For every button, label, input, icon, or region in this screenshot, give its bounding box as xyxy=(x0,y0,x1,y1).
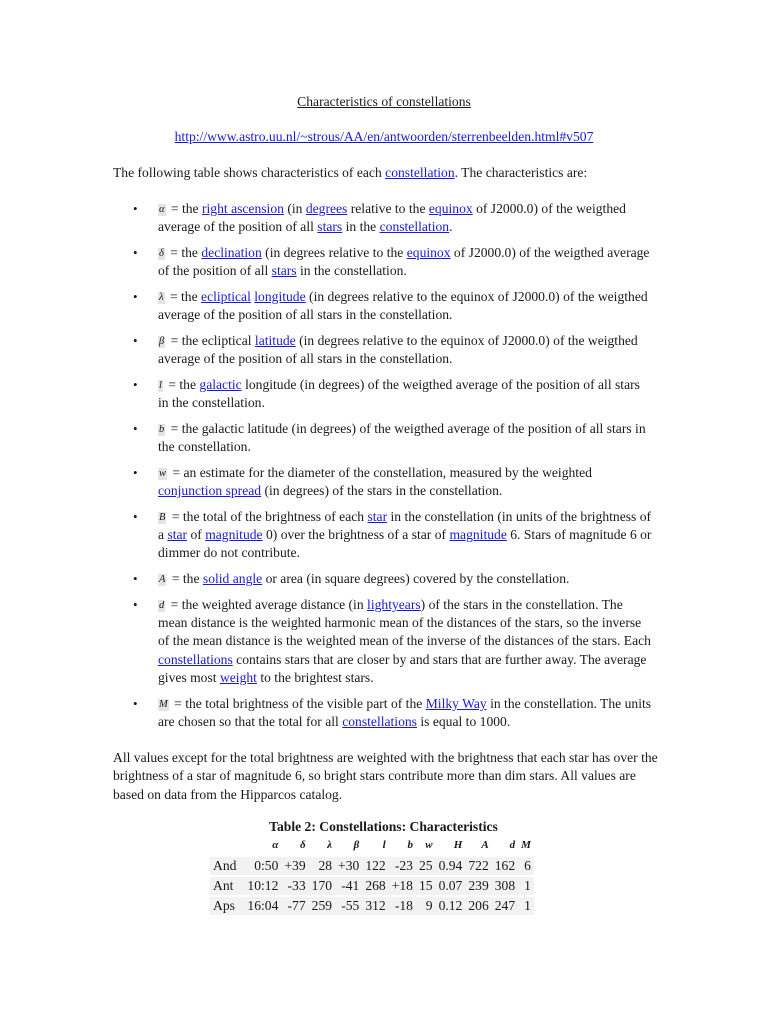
item-text: in the constellation. xyxy=(296,263,407,279)
list-item xyxy=(113,464,653,501)
column-header: δ xyxy=(300,839,306,851)
table-header-row xyxy=(210,837,534,856)
inline-link[interactable]: solid angle xyxy=(202,571,263,587)
item-text: relative to the xyxy=(347,201,429,216)
symbol-glyph: α xyxy=(159,204,165,215)
symbol-glyph: λ xyxy=(159,291,164,303)
table-row xyxy=(210,896,534,915)
item-text: longitude (in degrees) of the weigthed average of the position of all stars in the constellation. xyxy=(158,376,640,411)
item-text: is equal to 1000. xyxy=(416,714,511,730)
item-text: = the weighted average distance (in xyxy=(167,596,368,612)
inline-link[interactable]: right ascension xyxy=(202,201,284,216)
symbol-glyph: d xyxy=(159,599,165,611)
characteristics-list xyxy=(113,200,653,739)
table-cell: 0:50 xyxy=(244,856,281,876)
table-cell: And xyxy=(210,856,244,876)
item-text: of J2000.0) of the weigthed average of the position of all xyxy=(158,201,626,235)
intro-text xyxy=(113,165,673,181)
table-cell: 10:12 xyxy=(244,876,281,896)
inline-link[interactable]: degrees xyxy=(305,201,348,216)
item-text: = the xyxy=(164,376,200,392)
intro-after: . The characteristics are: xyxy=(454,165,588,180)
table-cell: Ant xyxy=(210,876,244,896)
table-cell: +39 xyxy=(281,856,308,876)
item-text: = the total of the brightness of each xyxy=(168,508,368,524)
symbol-glyph: l xyxy=(159,379,162,391)
table-cell: 259 xyxy=(309,896,335,915)
item-text: of J2000.0) of the weigthed average of the position of all xyxy=(158,244,650,279)
table-cell: +18 xyxy=(389,876,416,896)
item-text: of xyxy=(187,527,206,543)
item-text: = the xyxy=(166,244,202,260)
item-text: = the xyxy=(168,571,203,587)
item-text: = an estimate for the diameter of the constellation, measured by the weighted xyxy=(169,464,592,480)
inline-link[interactable]: ecliptical xyxy=(201,288,251,304)
list-item xyxy=(113,200,653,237)
item-text: in the constellation. The units are chosen so that the total for all xyxy=(158,695,652,730)
inline-link[interactable]: constellations xyxy=(342,714,417,730)
table-cell: 15 xyxy=(416,876,436,896)
list-item xyxy=(113,508,653,563)
table-cell: -77 xyxy=(281,896,308,915)
table-cell: 0.12 xyxy=(436,896,466,915)
inline-link[interactable]: stars xyxy=(271,263,297,279)
table-caption: Table 2: Constellations: Characteristics xyxy=(269,819,498,834)
source-url[interactable] xyxy=(0,129,768,145)
table-cell: 25 xyxy=(416,856,436,876)
inline-link[interactable]: equinox xyxy=(406,244,451,260)
symbol-glyph: w xyxy=(159,467,167,479)
item-text: (in degrees relative to the equinox of J2000.0) of the weigthed average of the position of all stars in the constellation. xyxy=(158,332,638,367)
symbol-glyph: B xyxy=(159,511,166,523)
item-text: = the ecliptical xyxy=(167,332,255,348)
item-text: in the xyxy=(342,219,380,235)
table-cell: 0.94 xyxy=(436,856,466,876)
table-body xyxy=(210,856,534,915)
column-header: l xyxy=(382,839,386,851)
list-item xyxy=(113,288,653,325)
table-cell: 1 xyxy=(518,876,534,896)
table-cell: 9 xyxy=(416,896,436,915)
table-cell: 239 xyxy=(465,876,491,896)
table-cell: -41 xyxy=(335,876,362,896)
constellation-link[interactable]: constellation xyxy=(385,165,455,180)
list-item xyxy=(113,695,653,732)
inline-link[interactable]: constellation xyxy=(379,219,450,235)
item-text: = the galactic latitude (in degrees) of the weigthed average of the position of all stars in the constellation. xyxy=(158,420,646,455)
item-text: or area (in square degrees) covered by the constellation. xyxy=(262,571,570,587)
table-cell: 722 xyxy=(465,856,491,876)
list-item xyxy=(113,244,653,281)
table-cell: 6 xyxy=(518,856,534,876)
table-cell: 247 xyxy=(492,896,518,915)
table-cell: 170 xyxy=(309,876,335,896)
source-link[interactable]: http://www.astro.uu.nl/~strous/AA/en/antwoorden/sterrenbeelden.html#v507 xyxy=(174,129,594,144)
table-cell: 308 xyxy=(492,876,518,896)
symbol-glyph: A xyxy=(159,574,166,586)
symbol-glyph: M xyxy=(159,698,168,710)
inline-link[interactable]: star xyxy=(167,527,188,543)
inline-link[interactable]: Milky Way xyxy=(425,695,487,711)
column-header: β xyxy=(353,839,360,851)
table-cell: Aps xyxy=(210,896,244,915)
item-text: (in degrees relative to the equinox of J2000.0) of the weigthed average of the position of all stars in the constellation. xyxy=(158,288,648,323)
characteristics-table xyxy=(210,837,534,915)
item-text: = the total brightness of the visible part of the xyxy=(170,695,426,711)
item-text: (in degrees relative to the xyxy=(261,244,407,260)
inline-link[interactable]: declination xyxy=(201,244,262,260)
list-item xyxy=(113,376,653,413)
item-text: = the xyxy=(167,201,202,216)
table-cell: 28 xyxy=(309,856,335,876)
item-text: 0) over the brightness of a star of xyxy=(262,527,450,543)
table-cell: 206 xyxy=(465,896,491,915)
table-row xyxy=(210,876,534,896)
column-header: w xyxy=(425,839,433,851)
inline-link[interactable]: star xyxy=(367,508,388,524)
list-item xyxy=(113,570,653,588)
table-cell: 312 xyxy=(362,896,388,915)
item-text: . xyxy=(449,219,453,235)
intro-before: The following table shows characteristics of each xyxy=(113,165,386,180)
table-row xyxy=(210,856,534,876)
table-cell: 0.07 xyxy=(436,876,466,896)
inline-link[interactable]: equinox xyxy=(428,201,473,216)
inline-link[interactable]: conjunction spread xyxy=(158,483,262,499)
inline-link[interactable]: lightyears xyxy=(367,596,421,612)
inline-link[interactable]: constellations xyxy=(158,651,233,667)
table-cell: 268 xyxy=(362,876,388,896)
symbol-glyph: δ xyxy=(159,247,164,259)
list-item xyxy=(113,596,653,687)
table-cell: 16:04 xyxy=(244,896,281,915)
inline-link[interactable]: stars xyxy=(317,219,343,235)
column-header xyxy=(210,837,244,856)
item-text: (in xyxy=(283,201,306,216)
weighting-paragraph: All values except for the total brightness are weighted with the brightness that each star has over the brightness of a star of magnitude 6, so bright stars contribute more than dim stars. All values are based on data from the Hipparcos catalog. xyxy=(113,750,658,802)
table-cell: -23 xyxy=(389,856,416,876)
table-cell: 122 xyxy=(362,856,388,876)
symbol-glyph: β xyxy=(159,335,165,347)
inline-link[interactable]: latitude xyxy=(254,332,296,348)
inline-link[interactable]: galactic xyxy=(199,376,242,392)
item-text: 6. Stars of magnitude 6 or dimmer do not contribute. xyxy=(158,527,652,561)
column-header: A xyxy=(481,839,489,851)
column-header: H xyxy=(453,839,463,851)
table-cell: 1 xyxy=(518,896,534,915)
table-cell: 162 xyxy=(492,856,518,876)
table-cell: -18 xyxy=(389,896,416,915)
table-cell: -55 xyxy=(335,896,362,915)
list-item xyxy=(113,332,653,369)
table-cell: +30 xyxy=(335,856,362,876)
item-text: (in degrees) of the stars in the constellation. xyxy=(261,483,503,499)
inline-link[interactable]: magnitude xyxy=(449,527,507,543)
symbol-glyph: b xyxy=(159,423,165,435)
inline-link[interactable]: longitude xyxy=(254,288,306,304)
column-header: λ xyxy=(327,839,333,851)
item-text: ) of the stars in the constellation. The mean distance is the weighted harmonic mean of the distances of the stars, so the inverse of the mean distance is the weighted mean of the inverse of the distances of the stars. Each xyxy=(158,596,651,649)
page-title: Characteristics of constellations xyxy=(297,94,471,109)
inline-link[interactable]: weight xyxy=(219,670,257,686)
column-header: α xyxy=(272,839,279,851)
inline-link[interactable]: magnitude xyxy=(205,527,263,543)
item-text: in the constellation (in units of the brightness of a xyxy=(158,508,652,543)
item-text: = the xyxy=(166,288,202,304)
column-header: d xyxy=(509,839,516,851)
list-item xyxy=(113,420,653,457)
column-header: M xyxy=(521,839,531,851)
table-cell: -33 xyxy=(281,876,308,896)
column-header: b xyxy=(407,839,413,851)
item-text: to the brightest stars. xyxy=(256,670,374,686)
item-text: contains stars that are closer by and stars that are further away. The average gives most xyxy=(158,651,647,686)
